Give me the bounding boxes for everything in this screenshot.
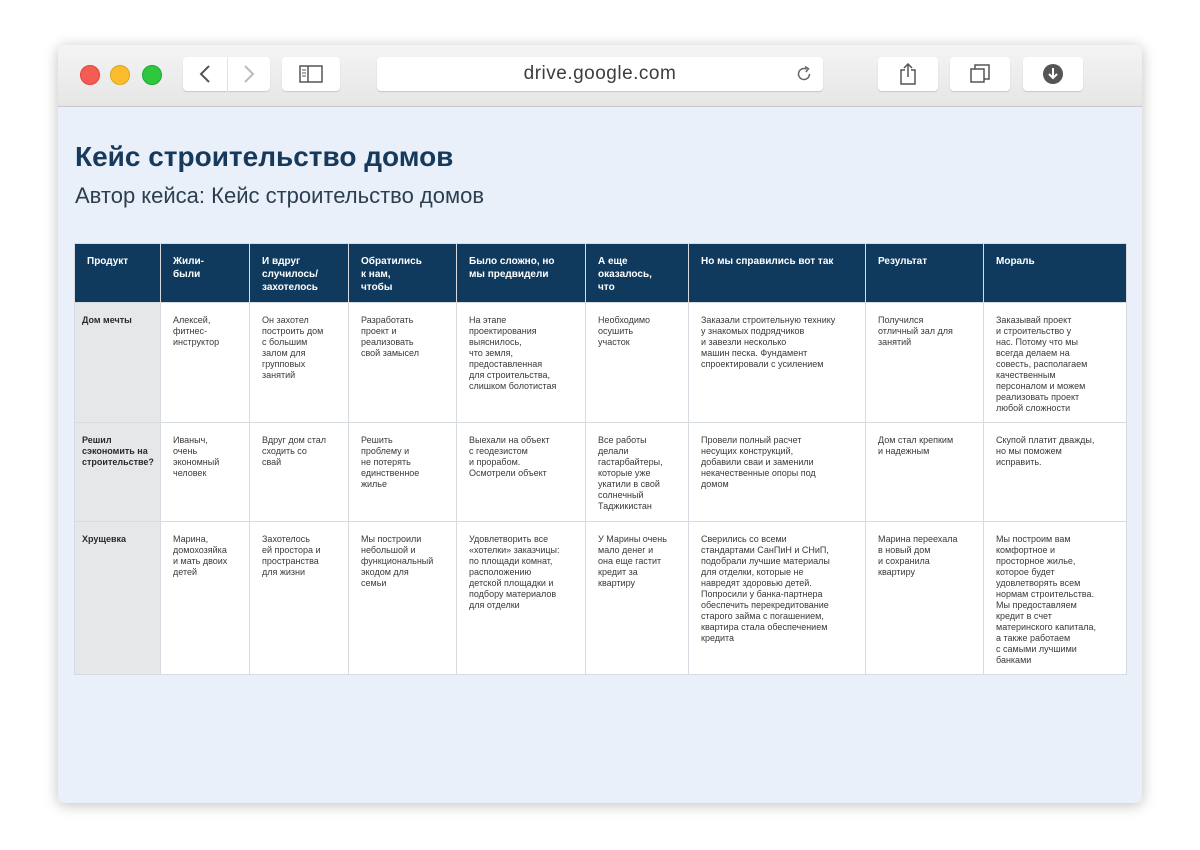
table-cell: Мы построим вам комфортное и просторное жилье, которое будет удовлетворять всем нормам строительства. Мы предоставляем кредит в счет материнского капитала, а также работаем с самыми лучшими банками [984, 522, 1127, 675]
tabs-button[interactable] [950, 57, 1010, 91]
table-cell: Получился отличный зал для занятий [866, 303, 984, 423]
header-solution: Но мы справились вот так [689, 244, 866, 303]
header-moral: Мораль [984, 244, 1127, 303]
downloads-button[interactable] [1023, 57, 1083, 91]
page-title: Кейс строительство домов [75, 141, 454, 172]
header-difficult: Было сложно, но мы предвидели [457, 244, 586, 303]
minimize-window-button[interactable] [110, 65, 130, 85]
header-result: Результат [866, 244, 984, 303]
table-cell: Все работы делали гастарбайтеры, которые уже укатили в свой солнечный Таджикистан [586, 423, 689, 522]
table-header-row [75, 244, 1127, 303]
header-contacted: Обратились к нам, чтобы [349, 244, 457, 303]
chevron-left-icon [199, 64, 211, 84]
table-cell: Необходимо осушить участок [586, 303, 689, 423]
table-cell: Дом стал крепким и надежным [866, 423, 984, 522]
table-cell: Марина, домохозяйка и мать двоих детей [161, 522, 250, 675]
cases-table [74, 243, 1127, 675]
share-button[interactable] [878, 57, 938, 91]
table-cell: Захотелось ей простора и пространства для жизни [250, 522, 349, 675]
header-suddenly: И вдруг случилось/ захотелось [250, 244, 349, 303]
table-cell: Заказывай проект и строительство у нас. Потому что мы всегда делаем на совесть, располагаем качественным персоналом и можем реализовать проект любой сложности [984, 303, 1127, 423]
table-cell: Алексей, фитнес- инструктор [161, 303, 250, 423]
table-cell: Вдруг дом стал сходить со свай [250, 423, 349, 522]
table-cell: Скупой платит дважды, но мы поможем исправить. [984, 423, 1127, 522]
zoom-window-button[interactable] [142, 65, 162, 85]
page-subtitle: Автор кейса: Кейс строительство домов [75, 183, 485, 208]
close-window-button[interactable] [80, 65, 100, 85]
browser-window [58, 45, 1142, 803]
reload-icon[interactable] [795, 65, 813, 83]
header-also: А еще оказалось, что [586, 244, 689, 303]
share-icon [899, 63, 917, 85]
table-cell: Он захотел построить дом с большим залом для групповых занятий [250, 303, 349, 423]
table-row [75, 423, 1127, 522]
table-row [75, 522, 1127, 675]
table-cell: Провели полный расчет несущих конструкций, добавили сваи и заменили некачественные опоры под домом [689, 423, 866, 522]
forward-button[interactable] [228, 57, 270, 91]
header-product: Продукт [75, 244, 161, 303]
table-cell: Выехали на объект с геодезистом и прорабом. Осмотрели объект [457, 423, 586, 522]
back-button[interactable] [183, 57, 227, 91]
cell-product: Решил сэкономить на строительстве? [75, 423, 161, 522]
browser-toolbar [58, 45, 1142, 107]
table-cell: Удовлетворить все «хотелки» заказчицы: по площади комнат, расположению детской площадки и подбору материалов для отделки [457, 522, 586, 675]
table-cell: Решить проблему и не потерять единственное жилье [349, 423, 457, 522]
address-bar[interactable] [377, 57, 823, 91]
sidebar-button[interactable] [282, 57, 340, 91]
header-once-upon: Жили- были [161, 244, 250, 303]
cell-product: Хрущевка [75, 522, 161, 675]
cell-product: Дом мечты [75, 303, 161, 423]
table-cell: На этапе проектирования выяснилось, что земля, предоставленная для строительства, слишком болотистая [457, 303, 586, 423]
chevron-right-icon [243, 64, 255, 84]
table-cell: У Марины очень мало денег и она еще гастит кредит за квартиру [586, 522, 689, 675]
table-cell: Мы построили небольшой и функциональный экодом для семьи [349, 522, 457, 675]
tabs-icon [970, 64, 990, 84]
table-cell: Марина переехала в новый дом и сохранила квартиру [866, 522, 984, 675]
table-cell: Заказали строительную технику у знакомых подрядчиков и завезли несколько машин песка. Фундамент спроектировали с усилением [689, 303, 866, 423]
table-cell: Сверились со всеми стандартами СанПиН и СНиП, подобрали лучшие материалы для отделки, которые не навредят здоровью детей. Попросили у банка-партнера обеспечить перекредитование старого займа с погашением, квартира стала обеспечением кредита [689, 522, 866, 675]
table-row [75, 303, 1127, 423]
table-cell: Иваныч, очень экономный человек [161, 423, 250, 522]
table-cell: Разработать проект и реализовать свой замысел [349, 303, 457, 423]
sidebar-icon [299, 65, 323, 83]
download-icon [1042, 63, 1064, 85]
url-text: drive.google.com [523, 63, 677, 84]
